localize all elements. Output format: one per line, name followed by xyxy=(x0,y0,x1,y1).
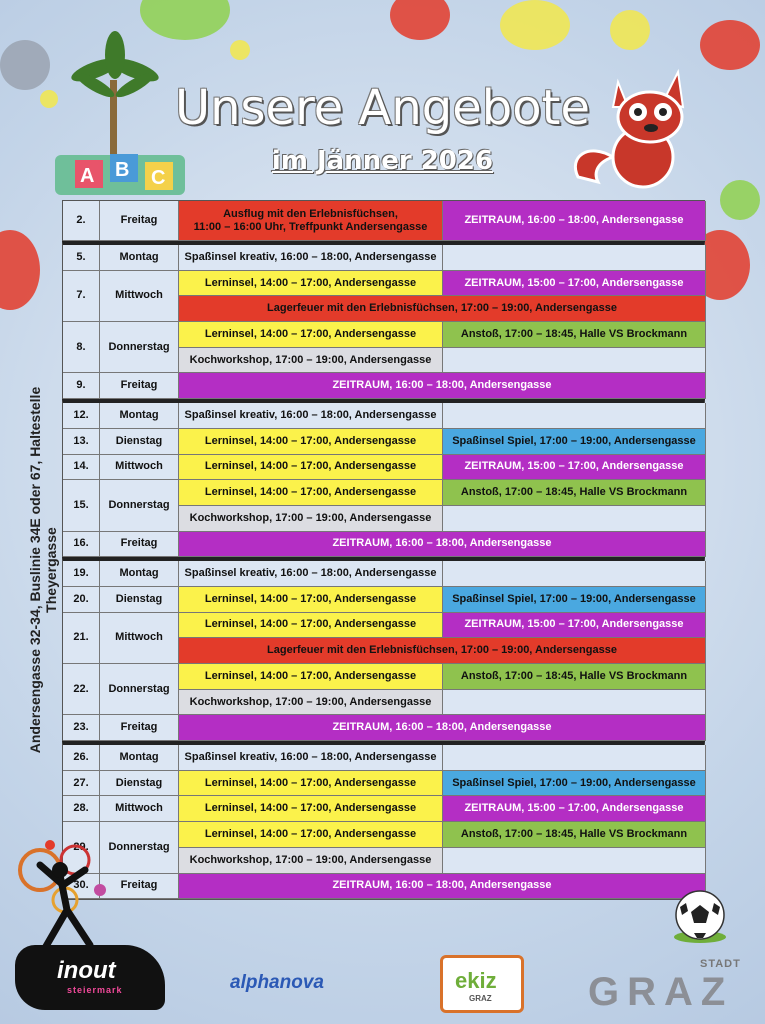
activity-cell: Anstoß, 17:00 – 18:45, Halle VS Brockmann xyxy=(443,480,706,506)
day-number: 22. xyxy=(63,664,100,715)
schedule-day-row xyxy=(62,480,705,531)
weekday-label: Mittwoch xyxy=(100,796,179,822)
day-number: 9. xyxy=(63,373,100,399)
activity-cell: Lerninsel, 14:00 – 17:00, Andersengasse xyxy=(179,480,443,506)
activity-cell: Lerninsel, 14:00 – 17:00, Andersengasse xyxy=(179,455,443,481)
activity-cell: Lerninsel, 14:00 – 17:00, Andersengasse xyxy=(179,271,443,297)
weekday-label: Montag xyxy=(100,245,179,271)
activity-cell: Kochworkshop, 17:00 – 19:00, Andersengasse xyxy=(179,506,443,532)
schedule-day-row xyxy=(62,241,705,271)
ekiz-logo-sub: GRAZ xyxy=(469,994,492,1003)
ekiz-logo xyxy=(440,955,524,1013)
graz-logo-top: STADT xyxy=(700,958,741,970)
inout-logo xyxy=(15,945,165,1010)
activity-cell: Lerninsel, 14:00 – 17:00, Andersengasse xyxy=(179,822,443,848)
schedule-day-row xyxy=(62,200,705,241)
schedule-day-row xyxy=(62,373,705,399)
activity-cell: Anstoß, 17:00 – 18:45, Halle VS Brockmann xyxy=(443,322,706,348)
activity-cell: Lerninsel, 14:00 – 17:00, Andersengasse xyxy=(179,429,443,455)
dancer-icon xyxy=(5,830,125,960)
weekday-label: Mittwoch xyxy=(100,455,179,481)
activity-cell: ZEITRAUM, 15:00 – 17:00, Andersengasse xyxy=(443,613,706,639)
schedule-day-row xyxy=(62,874,705,901)
activity-cell: Lagerfeuer mit den Erlebnisfüchsen, 17:00 – 19:00, Andersengasse xyxy=(179,296,706,322)
schedule-day-row xyxy=(62,822,705,873)
activity-cell: Lerninsel, 14:00 – 17:00, Andersengasse xyxy=(179,613,443,639)
alphanova-logo: alphanova xyxy=(230,972,324,993)
activity-cell: Lerninsel, 14:00 – 17:00, Andersengasse xyxy=(179,322,443,348)
schedule-table xyxy=(62,200,705,900)
svg-text:C: C xyxy=(151,167,166,189)
weekday-label: Montag xyxy=(100,561,179,587)
day-number: 30. xyxy=(63,874,100,900)
schedule-day-row xyxy=(62,557,705,587)
schedule-day-row xyxy=(62,322,705,373)
activity-cell: Lerninsel, 14:00 – 17:00, Andersengasse xyxy=(179,587,443,613)
empty-cell xyxy=(443,561,706,587)
activity-cell: ZEITRAUM, 15:00 – 17:00, Andersengasse xyxy=(443,455,706,481)
inout-logo-text: inout xyxy=(57,957,116,984)
weekday-label: Dienstag xyxy=(100,587,179,613)
schedule-day-row xyxy=(62,429,705,455)
page-subtitle: im Jänner 2026 xyxy=(271,146,494,176)
activity-cell: Kochworkshop, 17:00 – 19:00, Andersengasse xyxy=(179,690,443,716)
page-title: Unsere Angebote xyxy=(174,80,590,136)
weekday-label: Dienstag xyxy=(100,771,179,797)
activity-cell: Kochworkshop, 17:00 – 19:00, Andersengasse xyxy=(179,848,443,874)
activity-cell: Anstoß, 17:00 – 18:45, Halle VS Brockmann xyxy=(443,664,706,690)
svg-text:A: A xyxy=(80,165,95,187)
day-number: 7. xyxy=(63,271,100,322)
schedule-day-row xyxy=(62,796,705,822)
day-number: 20. xyxy=(63,587,100,613)
schedule-day-row xyxy=(62,532,705,558)
day-number: 23. xyxy=(63,715,100,741)
day-number: 2. xyxy=(63,201,100,241)
activity-cell: Spaßinsel Spiel, 17:00 – 19:00, Andersengasse xyxy=(443,587,706,613)
empty-cell xyxy=(443,506,706,532)
activity-cell: Spaßinsel kreativ, 16:00 – 18:00, Andersengasse xyxy=(179,403,443,429)
ekiz-logo-text: ekiz xyxy=(455,968,497,993)
activity-cell: Spaßinsel kreativ, 16:00 – 18:00, Andersengasse xyxy=(179,561,443,587)
day-number: 12. xyxy=(63,403,100,429)
weekday-label: Montag xyxy=(100,745,179,771)
day-number: 5. xyxy=(63,245,100,271)
activity-cell: Lerninsel, 14:00 – 17:00, Andersengasse xyxy=(179,796,443,822)
schedule-day-row xyxy=(62,613,705,664)
weekday-label: Freitag xyxy=(100,715,179,741)
weekday-label: Mittwoch xyxy=(100,271,179,322)
activity-cell: Spaßinsel kreativ, 16:00 – 18:00, Andersengasse xyxy=(179,245,443,271)
day-number: 27. xyxy=(63,771,100,797)
day-number: 14. xyxy=(63,455,100,481)
graz-logo: GRAZ xyxy=(588,970,734,1014)
schedule-day-row xyxy=(62,741,705,771)
day-number: 16. xyxy=(63,532,100,558)
weekday-label: Dienstag xyxy=(100,429,179,455)
weekday-label: Freitag xyxy=(100,874,179,900)
empty-cell xyxy=(443,348,706,374)
day-number: 28. xyxy=(63,796,100,822)
activity-cell: ZEITRAUM, 16:00 – 18:00, Andersengasse xyxy=(179,532,706,558)
schedule-day-row xyxy=(62,587,705,613)
svg-text:B: B xyxy=(115,159,130,181)
activity-cell: ZEITRAUM, 15:00 – 17:00, Andersengasse xyxy=(443,796,706,822)
weekday-label: Donnerstag xyxy=(100,480,179,531)
activity-cell: Lerninsel, 14:00 – 17:00, Andersengasse xyxy=(179,664,443,690)
activity-cell: ZEITRAUM, 16:00 – 18:00, Andersengasse xyxy=(179,373,706,399)
schedule-day-row xyxy=(62,399,705,429)
day-number: 29. xyxy=(63,822,100,873)
activity-cell: ZEITRAUM, 16:00 – 18:00, Andersengasse xyxy=(443,201,706,241)
day-number: 15. xyxy=(63,480,100,531)
day-number: 21. xyxy=(63,613,100,664)
day-number: 19. xyxy=(63,561,100,587)
weekday-label: Freitag xyxy=(100,201,179,241)
activity-cell: Spaßinsel kreativ, 16:00 – 18:00, Andersengasse xyxy=(179,745,443,771)
activity-cell: Spaßinsel Spiel, 17:00 – 19:00, Andersengasse xyxy=(443,429,706,455)
inout-logo-sub: steiermark xyxy=(67,985,123,995)
weekday-label: Donnerstag xyxy=(100,664,179,715)
schedule-day-row xyxy=(62,271,705,322)
activity-cell: ZEITRAUM, 16:00 – 18:00, Andersengasse xyxy=(179,715,706,741)
activity-cell: Lerninsel, 14:00 – 17:00, Andersengasse xyxy=(179,771,443,797)
schedule-day-row xyxy=(62,771,705,797)
activity-cell: Kochworkshop, 17:00 – 19:00, Andersengasse xyxy=(179,348,443,374)
weekday-label: Freitag xyxy=(100,532,179,558)
weekday-label: Freitag xyxy=(100,373,179,399)
activity-cell: ZEITRAUM, 15:00 – 17:00, Andersengasse xyxy=(443,271,706,297)
day-number: 26. xyxy=(63,745,100,771)
activity-cell: Spaßinsel Spiel, 17:00 – 19:00, Andersengasse xyxy=(443,771,706,797)
schedule-day-row xyxy=(62,455,705,481)
day-number: 8. xyxy=(63,322,100,373)
empty-cell xyxy=(443,745,706,771)
day-number: 13. xyxy=(63,429,100,455)
address-sidebar: Andersengasse 32-34, Buslinie 34E oder 67, Haltestelle Theyergasse xyxy=(27,386,59,754)
activity-cell: Anstoß, 17:00 – 18:45, Halle VS Brockmann xyxy=(443,822,706,848)
activity-cell: Lagerfeuer mit den Erlebnisfüchsen, 17:00 – 19:00, Andersengasse xyxy=(179,638,706,664)
activity-cell: Ausflug mit den Erlebnisfüchsen, 11:00 – 16:00 Uhr, Treffpunkt Andersengasse xyxy=(179,201,443,241)
empty-cell xyxy=(443,403,706,429)
weekday-label: Mittwoch xyxy=(100,613,179,664)
empty-cell xyxy=(443,848,706,874)
empty-cell xyxy=(443,245,706,271)
empty-cell xyxy=(443,690,706,716)
schedule-day-row xyxy=(62,715,705,741)
weekday-label: Donnerstag xyxy=(100,322,179,373)
soccer-ball-icon xyxy=(670,885,730,945)
activity-cell: ZEITRAUM, 16:00 – 18:00, Andersengasse xyxy=(179,874,706,900)
weekday-label: Montag xyxy=(100,403,179,429)
schedule-day-row xyxy=(62,664,705,715)
weekday-label: Donnerstag xyxy=(100,822,179,873)
